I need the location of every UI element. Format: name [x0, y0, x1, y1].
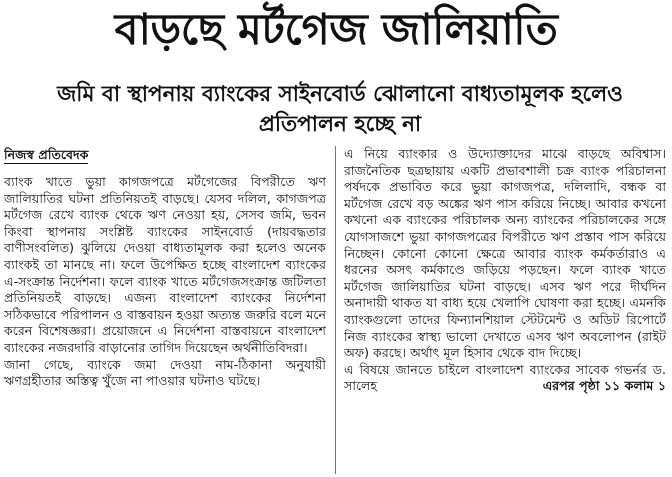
paragraph: ব্যাংক খাতে ভুয়া কাগজপত্রে মর্টগেজের বিপরীতে ঋণ জালিয়াতির ঘটনা প্রতিনিয়তই বাড়ছে। যেসব দলিল, কাগজপত্র মর্টগেজ রেখে ব্যাংক থেকে ঋণ নেওয়া হয়, সেসব জমি, ভবন কিংবা স্থাপনায় সংশ্লিষ্ট ব্যাংকের সাইনবোর্ড (দায়বদ্ধতার বাণীসংবলিত) ঝুলিয়ে দেওয়া বাধ্যতামূলক করা হলেও অনেক ব্যাংকই তা মানছে না। ফলে উপেক্ষিত হচ্ছে বাংলাদেশ ব্যাংকের এ-সংক্রান্ত নির্দেশনা। ফলে ব্যাংক খাতে মর্টগেজসংক্রান্ত জটিলতা প্রতিনিয়তই বাড়ছে। এজন্য বাংলাদেশ ব্যাংকের নির্দেশনা সঠিকভাবে পরিপালন ও বাস্তবায়ন হওয়া অত্যন্ত জরুরি বলে মনে করেন বিশেষজ্ঞরা। প্রয়োজনে এ নির্দেশনা বাস্তবায়নে বাংলাদেশ ব্যাংকের নজরদারি বাড়ানোর তাগিদ দিয়েছেন অর্থনীতিবিদরা।: [4, 174, 326, 355]
article-column-left: [4, 146, 326, 474]
continuation-note: এরপর পৃষ্ঠা ১১ কলাম ১: [542, 378, 666, 394]
paragraph: এ নিয়ে ব্যাংকার ও উদ্যোক্তাদের মাঝে বাড়ছে অবিশ্বাস। রাজনৈতিক ছত্রছায়ায় একটি প্রভাবশালী চক্র ব্যাংক পরিচালনা পর্ষদকে প্রভাবিত করে ভুয়া কাগজপত্র, দলিলাদি, বন্ধক বা মর্টগেজ রেখে বড় অঙ্কের ঋণ পাস করিয়ে নিচ্ছে। আবার কখনো কখনো এক ব্যাংকের পরিচালক অন্য ব্যাংকের পরিচালকের সঙ্গে যোগসাজশে ভুয়া কাগজপত্রের বিপরীতে ঋণ প্রস্তাব পাস করিয়ে নিচ্ছেন। কোনো কোনো ক্ষেত্রে আবার ব্যাংক কর্মকর্তারাও এ ধরনের অসৎ কর্মকাণ্ডে জড়িয়ে পড়ছেন। ফলে ব্যাংক খাতে মর্টগেজ জালিয়াতির ঘটনা বাড়ছে। এসব ঋণ পরে দীর্ঘদিন অনাদায়ী থাকত যা বাধ্য হয়ে খেলাপি ঘোষণা করা হচ্ছে। এমনকি ব্যাংকগুলো তাদের ফিন্যানশিয়াল স্টেটমেন্ট ও অডিট রিপোর্টে নিজ ব্যাংকের স্বাস্থ্য ভালো দেখাতে এসব ঋণ অবলোপন (রাইট অফ) করছে। অর্থাৎ মূল হিসাব থেকে বাদ দিচ্ছে।: [344, 146, 666, 361]
headline: বাড়ছে মর্টগেজ জালিয়াতি: [114, 5, 558, 55]
subheadline: জমি বা স্থাপনায় ব্যাংকের সাইনবোর্ড ঝোলানো বাধ্যতামূলক হলেও প্রতিপালন হচ্ছে না: [57, 82, 623, 137]
column-divider: [335, 146, 336, 474]
article-column-right: [344, 146, 666, 474]
paragraph: এ বিষয়ে জানতে চাইলে বাংলাদেশ ব্যাংকের সাবেক গভর্নর ড. সালেহ: [344, 361, 666, 394]
paragraph: জানা গেছে, ব্যাংকে জমা দেওয়া নাম-ঠিকানা অনুযায়ী ঋণগ্রহীতার অস্তিত্ব খুঁজে না পাওয়ার ঘটনাও ঘটছে।: [4, 356, 326, 389]
article-body: [4, 146, 668, 474]
byline: নিজস্ব প্রতিবেদক: [4, 147, 89, 162]
